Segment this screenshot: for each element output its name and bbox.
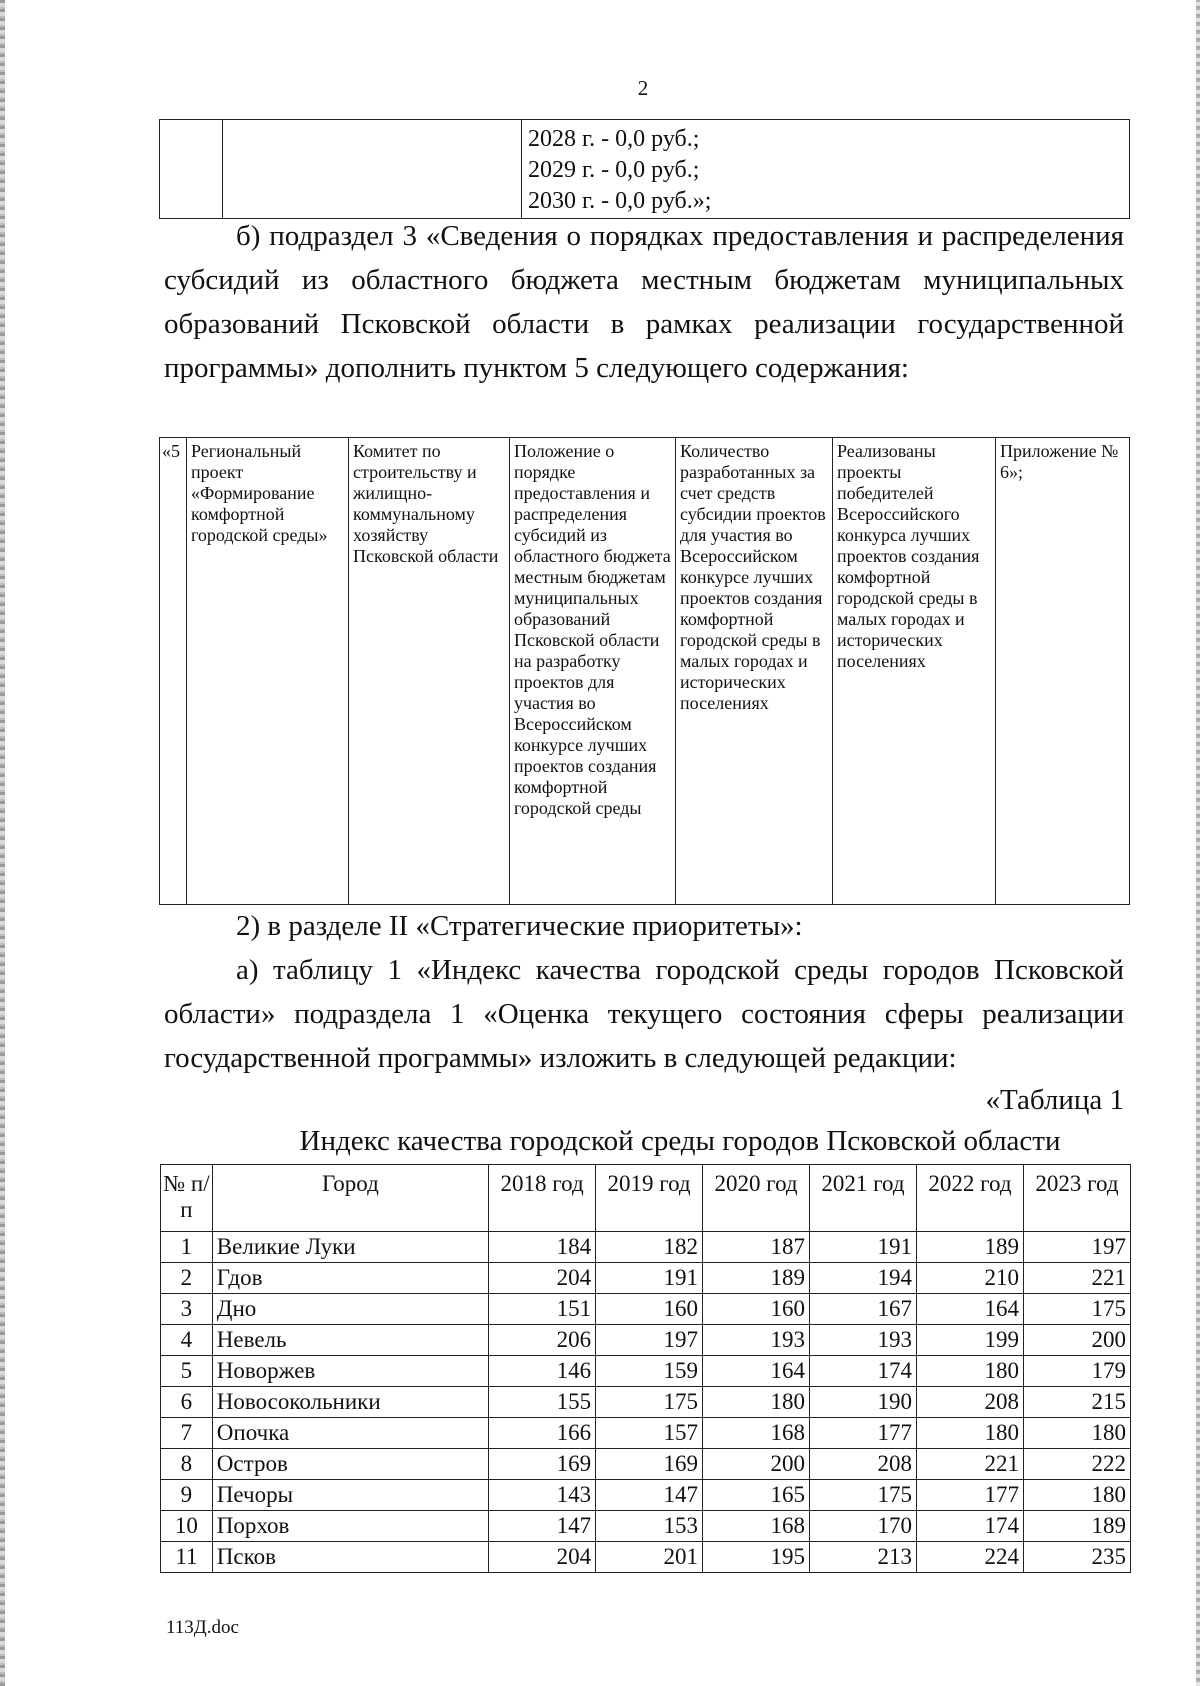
scan-edge-right xyxy=(1196,0,1200,1686)
table-cell xyxy=(223,120,522,219)
paragraph-2: 2) в разделе II «Стратегические приоритеты»: xyxy=(236,910,803,942)
index-value: 189 xyxy=(703,1263,810,1294)
index-value: 197 xyxy=(1023,1232,1130,1263)
index-value: 168 xyxy=(703,1511,810,1542)
table-cell: Реализованы проекты победителей Всероссийского конкурса лучших проектов создания комфортной городской среды в малых городах и исторических поселениях xyxy=(833,438,996,905)
subsidy-table xyxy=(159,437,1130,905)
table-row xyxy=(161,1356,1131,1387)
row-number: 7 xyxy=(161,1418,213,1449)
table-cell xyxy=(160,120,223,219)
column-header: Город xyxy=(212,1165,488,1232)
table-row xyxy=(160,120,1130,219)
financing-amounts-cell xyxy=(522,120,1130,219)
row-number: 2 xyxy=(161,1263,213,1294)
index-value: 168 xyxy=(703,1418,810,1449)
index-value: 175 xyxy=(810,1480,917,1511)
financing-line: 2029 г. - 0,0 руб.; xyxy=(528,157,700,183)
index-value: 189 xyxy=(1023,1511,1130,1542)
table-row xyxy=(161,1294,1131,1325)
index-value: 155 xyxy=(489,1387,596,1418)
index-value: 221 xyxy=(1023,1263,1130,1294)
page-number: 2 xyxy=(637,76,649,100)
index-value: 166 xyxy=(489,1418,596,1449)
index-value: 160 xyxy=(703,1294,810,1325)
index-value: 159 xyxy=(596,1356,703,1387)
index-value: 151 xyxy=(489,1294,596,1325)
index-value: 182 xyxy=(596,1232,703,1263)
table-row xyxy=(161,1542,1131,1573)
index-value: 197 xyxy=(596,1325,703,1356)
index-value: 193 xyxy=(810,1325,917,1356)
index-value: 208 xyxy=(916,1387,1023,1418)
row-number: 3 xyxy=(161,1294,213,1325)
city-name: Великие Луки xyxy=(212,1232,488,1263)
index-value: 195 xyxy=(703,1542,810,1573)
index-value: 180 xyxy=(703,1387,810,1418)
table-header-row xyxy=(161,1165,1131,1232)
city-name: Опочка xyxy=(212,1418,488,1449)
index-value: 160 xyxy=(596,1294,703,1325)
table-cell: Приложение № 6»; xyxy=(996,438,1130,905)
index-value: 189 xyxy=(916,1232,1023,1263)
index-value: 199 xyxy=(916,1325,1023,1356)
column-header: 2021 год xyxy=(810,1165,917,1232)
table-row xyxy=(161,1263,1131,1294)
city-name: Псков xyxy=(212,1542,488,1573)
table-cell: Комитет по строительству и жилищно-коммунальному хозяйству Псковской области xyxy=(349,438,510,905)
index-value: 175 xyxy=(596,1387,703,1418)
index-value: 213 xyxy=(810,1542,917,1573)
row-number: 10 xyxy=(161,1511,213,1542)
index-value: 180 xyxy=(916,1356,1023,1387)
index-value: 177 xyxy=(810,1418,917,1449)
index-value: 200 xyxy=(703,1449,810,1480)
index-table xyxy=(160,1164,1131,1573)
index-value: 164 xyxy=(703,1356,810,1387)
index-value: 157 xyxy=(596,1418,703,1449)
table-row xyxy=(161,1387,1131,1418)
city-name: Невель xyxy=(212,1325,488,1356)
city-name: Новосокольники xyxy=(212,1387,488,1418)
index-value: 169 xyxy=(489,1449,596,1480)
index-value: 204 xyxy=(489,1263,596,1294)
table-row xyxy=(161,1480,1131,1511)
index-value: 143 xyxy=(489,1480,596,1511)
index-value: 147 xyxy=(489,1511,596,1542)
row-number: 1 xyxy=(161,1232,213,1263)
index-value: 175 xyxy=(1023,1294,1130,1325)
city-name: Новоржев xyxy=(212,1356,488,1387)
file-name-footer: 113Д.doc xyxy=(166,1617,239,1638)
city-name: Печоры xyxy=(212,1480,488,1511)
index-value: 164 xyxy=(916,1294,1023,1325)
index-value: 146 xyxy=(489,1356,596,1387)
index-value: 201 xyxy=(596,1542,703,1573)
index-value: 177 xyxy=(916,1480,1023,1511)
index-value: 191 xyxy=(810,1232,917,1263)
index-value: 200 xyxy=(1023,1325,1130,1356)
table-cell: Положение о порядке предоставления и распределения субсидий из областного бюджета местным бюджетам муниципальных образований Псковской области на разработку проектов для участия во Всероссийском конкурсе лучших проектов создания комфортной городской среды xyxy=(510,438,676,905)
city-name: Остров xyxy=(212,1449,488,1480)
index-value: 224 xyxy=(916,1542,1023,1573)
index-value: 191 xyxy=(596,1263,703,1294)
financing-table-fragment xyxy=(159,119,1130,219)
table-row xyxy=(161,1232,1131,1263)
index-value: 169 xyxy=(596,1449,703,1480)
index-value: 170 xyxy=(810,1511,917,1542)
city-name: Порхов xyxy=(212,1511,488,1542)
index-value: 194 xyxy=(810,1263,917,1294)
row-number: 11 xyxy=(161,1542,213,1573)
table-cell: Количество разработанных за счет средств субсидии проектов для участия во Всероссийском конкурсе лучших проектов создания комфортной городской среды в малых городах и исторических поселениях xyxy=(676,438,833,905)
paragraph-b: б) подраздел 3 «Сведения о порядках предоставления и распределения субсидий из областного бюджета местным бюджетам муниципальных образований Псковской области в рамках реализации государственной программы» дополнить пунктом 5 следующего содержания: xyxy=(164,220,1124,384)
table-cell: «5 xyxy=(160,438,187,905)
index-value: 193 xyxy=(703,1325,810,1356)
financing-line: 2028 г. - 0,0 руб.; xyxy=(528,126,700,152)
table-cell: Региональный проект «Формирование комфортной городской среды» xyxy=(187,438,349,905)
paragraph-a: а) таблицу 1 «Индекс качества городской среды городов Псковской области» подраздела 1 «Оценка текущего состояния сферы реализации государственной программы» изложить в следующей редакции: xyxy=(164,954,1124,1074)
index-value: 206 xyxy=(489,1325,596,1356)
column-header: 2020 год xyxy=(703,1165,810,1232)
city-name: Дно xyxy=(212,1294,488,1325)
scan-edge-left xyxy=(0,0,5,1686)
index-value: 167 xyxy=(810,1294,917,1325)
index-value: 235 xyxy=(1023,1542,1130,1573)
financing-line: 2030 г. - 0,0 руб.»; xyxy=(528,188,712,214)
index-value: 215 xyxy=(1023,1387,1130,1418)
index-value: 179 xyxy=(1023,1356,1130,1387)
index-value: 180 xyxy=(916,1418,1023,1449)
index-value: 153 xyxy=(596,1511,703,1542)
index-value: 210 xyxy=(916,1263,1023,1294)
row-number: 4 xyxy=(161,1325,213,1356)
table-title: Индекс качества городской среды городов Псковской области xyxy=(299,1125,1061,1157)
row-number: 5 xyxy=(161,1356,213,1387)
index-value: 147 xyxy=(596,1480,703,1511)
table-label: «Таблица 1 xyxy=(985,1084,1124,1116)
index-value: 180 xyxy=(1023,1480,1130,1511)
column-header: 2022 год xyxy=(916,1165,1023,1232)
index-value: 190 xyxy=(810,1387,917,1418)
city-name: Гдов xyxy=(212,1263,488,1294)
row-number: 6 xyxy=(161,1387,213,1418)
table-row xyxy=(161,1511,1131,1542)
column-header: 2018 год xyxy=(489,1165,596,1232)
table-row xyxy=(160,438,1130,905)
index-value: 221 xyxy=(916,1449,1023,1480)
index-value: 222 xyxy=(1023,1449,1130,1480)
index-value: 165 xyxy=(703,1480,810,1511)
index-value: 187 xyxy=(703,1232,810,1263)
table-row xyxy=(161,1449,1131,1480)
row-number: 9 xyxy=(161,1480,213,1511)
table-row xyxy=(161,1418,1131,1449)
table-row xyxy=(161,1325,1131,1356)
index-value: 208 xyxy=(810,1449,917,1480)
column-header: 2019 год xyxy=(596,1165,703,1232)
column-header: № п/п xyxy=(161,1165,213,1232)
row-number: 8 xyxy=(161,1449,213,1480)
index-value: 180 xyxy=(1023,1418,1130,1449)
index-value: 174 xyxy=(810,1356,917,1387)
index-value: 184 xyxy=(489,1232,596,1263)
index-value: 204 xyxy=(489,1542,596,1573)
index-value: 174 xyxy=(916,1511,1023,1542)
column-header: 2023 год xyxy=(1023,1165,1130,1232)
